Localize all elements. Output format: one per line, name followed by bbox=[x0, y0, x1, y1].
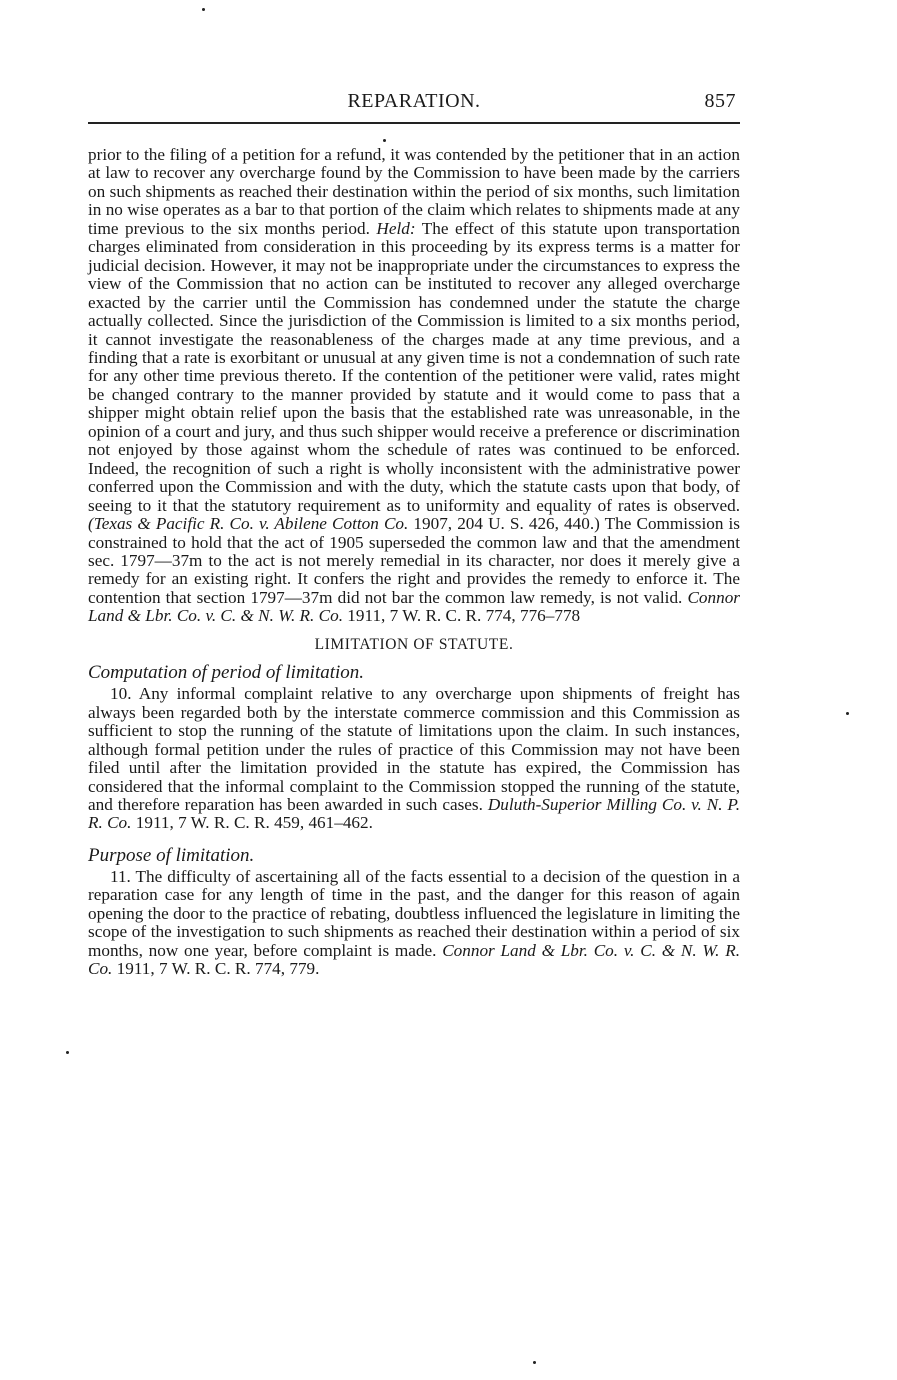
body-text bbox=[88, 146, 740, 979]
citation-reference: 1911, 7 W. R. C. R. 774, 776–778 bbox=[347, 606, 581, 626]
scan-speck bbox=[533, 1361, 536, 1364]
case-citation: Connor Land & Lbr. Co. v. C. & N. W. R. Co. bbox=[88, 587, 740, 626]
paragraph-10 bbox=[88, 685, 740, 833]
paragraph-text: 10. Any informal complaint relative to any overcharge upon shipments of freight has always been regarded both by the interstate commerce commission and this Commission as sufficient to stop the running of the statute of limitations upon the claim. In such instances, although formal petition under the rules of practice of this Commission may not have been filed until after the limitation provided in the statute has expired, the Commission has considered that the informal complaint to the Commission stopped the running of the statute, and therefore reparation has been awarded in such cases. bbox=[88, 684, 740, 814]
citation-reference: 1911, 7 W. R. C. R. 459, 461–462. bbox=[135, 813, 373, 833]
subsection-heading: Purpose of limitation. bbox=[88, 844, 255, 866]
case-citation: Connor Land & Lbr. Co. v. C. & N. W. R. Co. bbox=[88, 940, 740, 979]
citation-reference: 1911, 7 W. R. C. R. 774, 779. bbox=[116, 959, 320, 979]
scan-speck bbox=[846, 712, 849, 715]
paragraph-11 bbox=[88, 868, 740, 979]
paragraph-text: 11. The difficulty of ascertaining all of the facts essential to a decision of the question in a reparation case for any length of time in the past, and the danger for this reason of again opening the door to the practice of rebating, doubtless influenced the legislature in limiting the scope of the investigation to such shipments as reached their destination within a period of six months, now one year, before complaint is made. bbox=[88, 866, 740, 960]
paragraph-text: prior to the filing of a petition for a refund, it was contended by the petitioner that in an action at law to recover any overcharge found by the Commission to have been made by the carriers on such shipments as reached their destination within the period of six months, such limitation in no wise operates as a bar to that portion of the claim which relates to shipments made at any time previous to the six months period. bbox=[88, 145, 740, 238]
case-citation: Duluth-Superior Milling Co. v. N. P. R. Co. bbox=[88, 794, 741, 833]
held-label: Held: bbox=[376, 218, 416, 238]
section-heading: LIMITATION OF STATUTE. bbox=[314, 635, 514, 653]
case-citation: (Texas & Pacific R. Co. v. Abilene Cotton Co. bbox=[88, 514, 409, 534]
citation-reference: 1907, 204 U. S. 426, 440.) bbox=[413, 514, 600, 534]
page-header bbox=[88, 90, 740, 120]
paragraph-text: The effect of this statute upon transportation charges eliminated from consideration in this proceeding by its express terms is a matter for judicial decision. However, it may not be inappropriate under the circumstances to express the view of the Commission that no action can be instituted to recover any alleged overcharge exacted by the carrier until the Commission has condemned under the statute the charge actually collected. Since the jurisdiction of the Commission is limited to a six months period, it cannot investigate the reasonableness of the charges made at any time previous, and a finding that a rate is exorbitant or unusual at any given time is not a condemnation of such rate for any other time previous thereto. If the contention of the petitioner were valid, rates might be changed contrary to the manner provided by statute and it would come to pass that a shipper might obtain relief upon the basis that the established rate was unreasonable, in the opinion of a court and jury, and thus such shipper would receive a preference or discrimination not enjoyed by those against whom the schedule of rates was continued to be enforced. Indeed, the recognition of such a right is wholly inconsistent with the administrative power conferred upon the Commission and with the duty, which the statute casts upon that body, of seeing to it that the statutory requirement as to uniformity and equality of rates is observed. bbox=[88, 218, 741, 515]
header-rule bbox=[88, 122, 740, 124]
scan-speck bbox=[202, 8, 205, 11]
running-head: REPARATION. bbox=[347, 90, 481, 112]
paragraph-text: The Commission is constrained to hold that the act of 1905 superseded the common law and that the amendment sec. 1797—37m to the act is not merely remedial in its character, nor does it merely give a remedy for an existing right. It confers the right and provides the remedy to enforce it. The contention that section 1797—37m did not bar the common law remedy, is not valid. bbox=[88, 514, 740, 607]
subsection-heading: Computation of period of limitation. bbox=[88, 662, 365, 684]
scan-speck bbox=[383, 139, 386, 142]
page-number: 857 bbox=[704, 90, 736, 112]
paragraph-continued bbox=[88, 146, 740, 626]
scan-speck bbox=[66, 1051, 69, 1054]
